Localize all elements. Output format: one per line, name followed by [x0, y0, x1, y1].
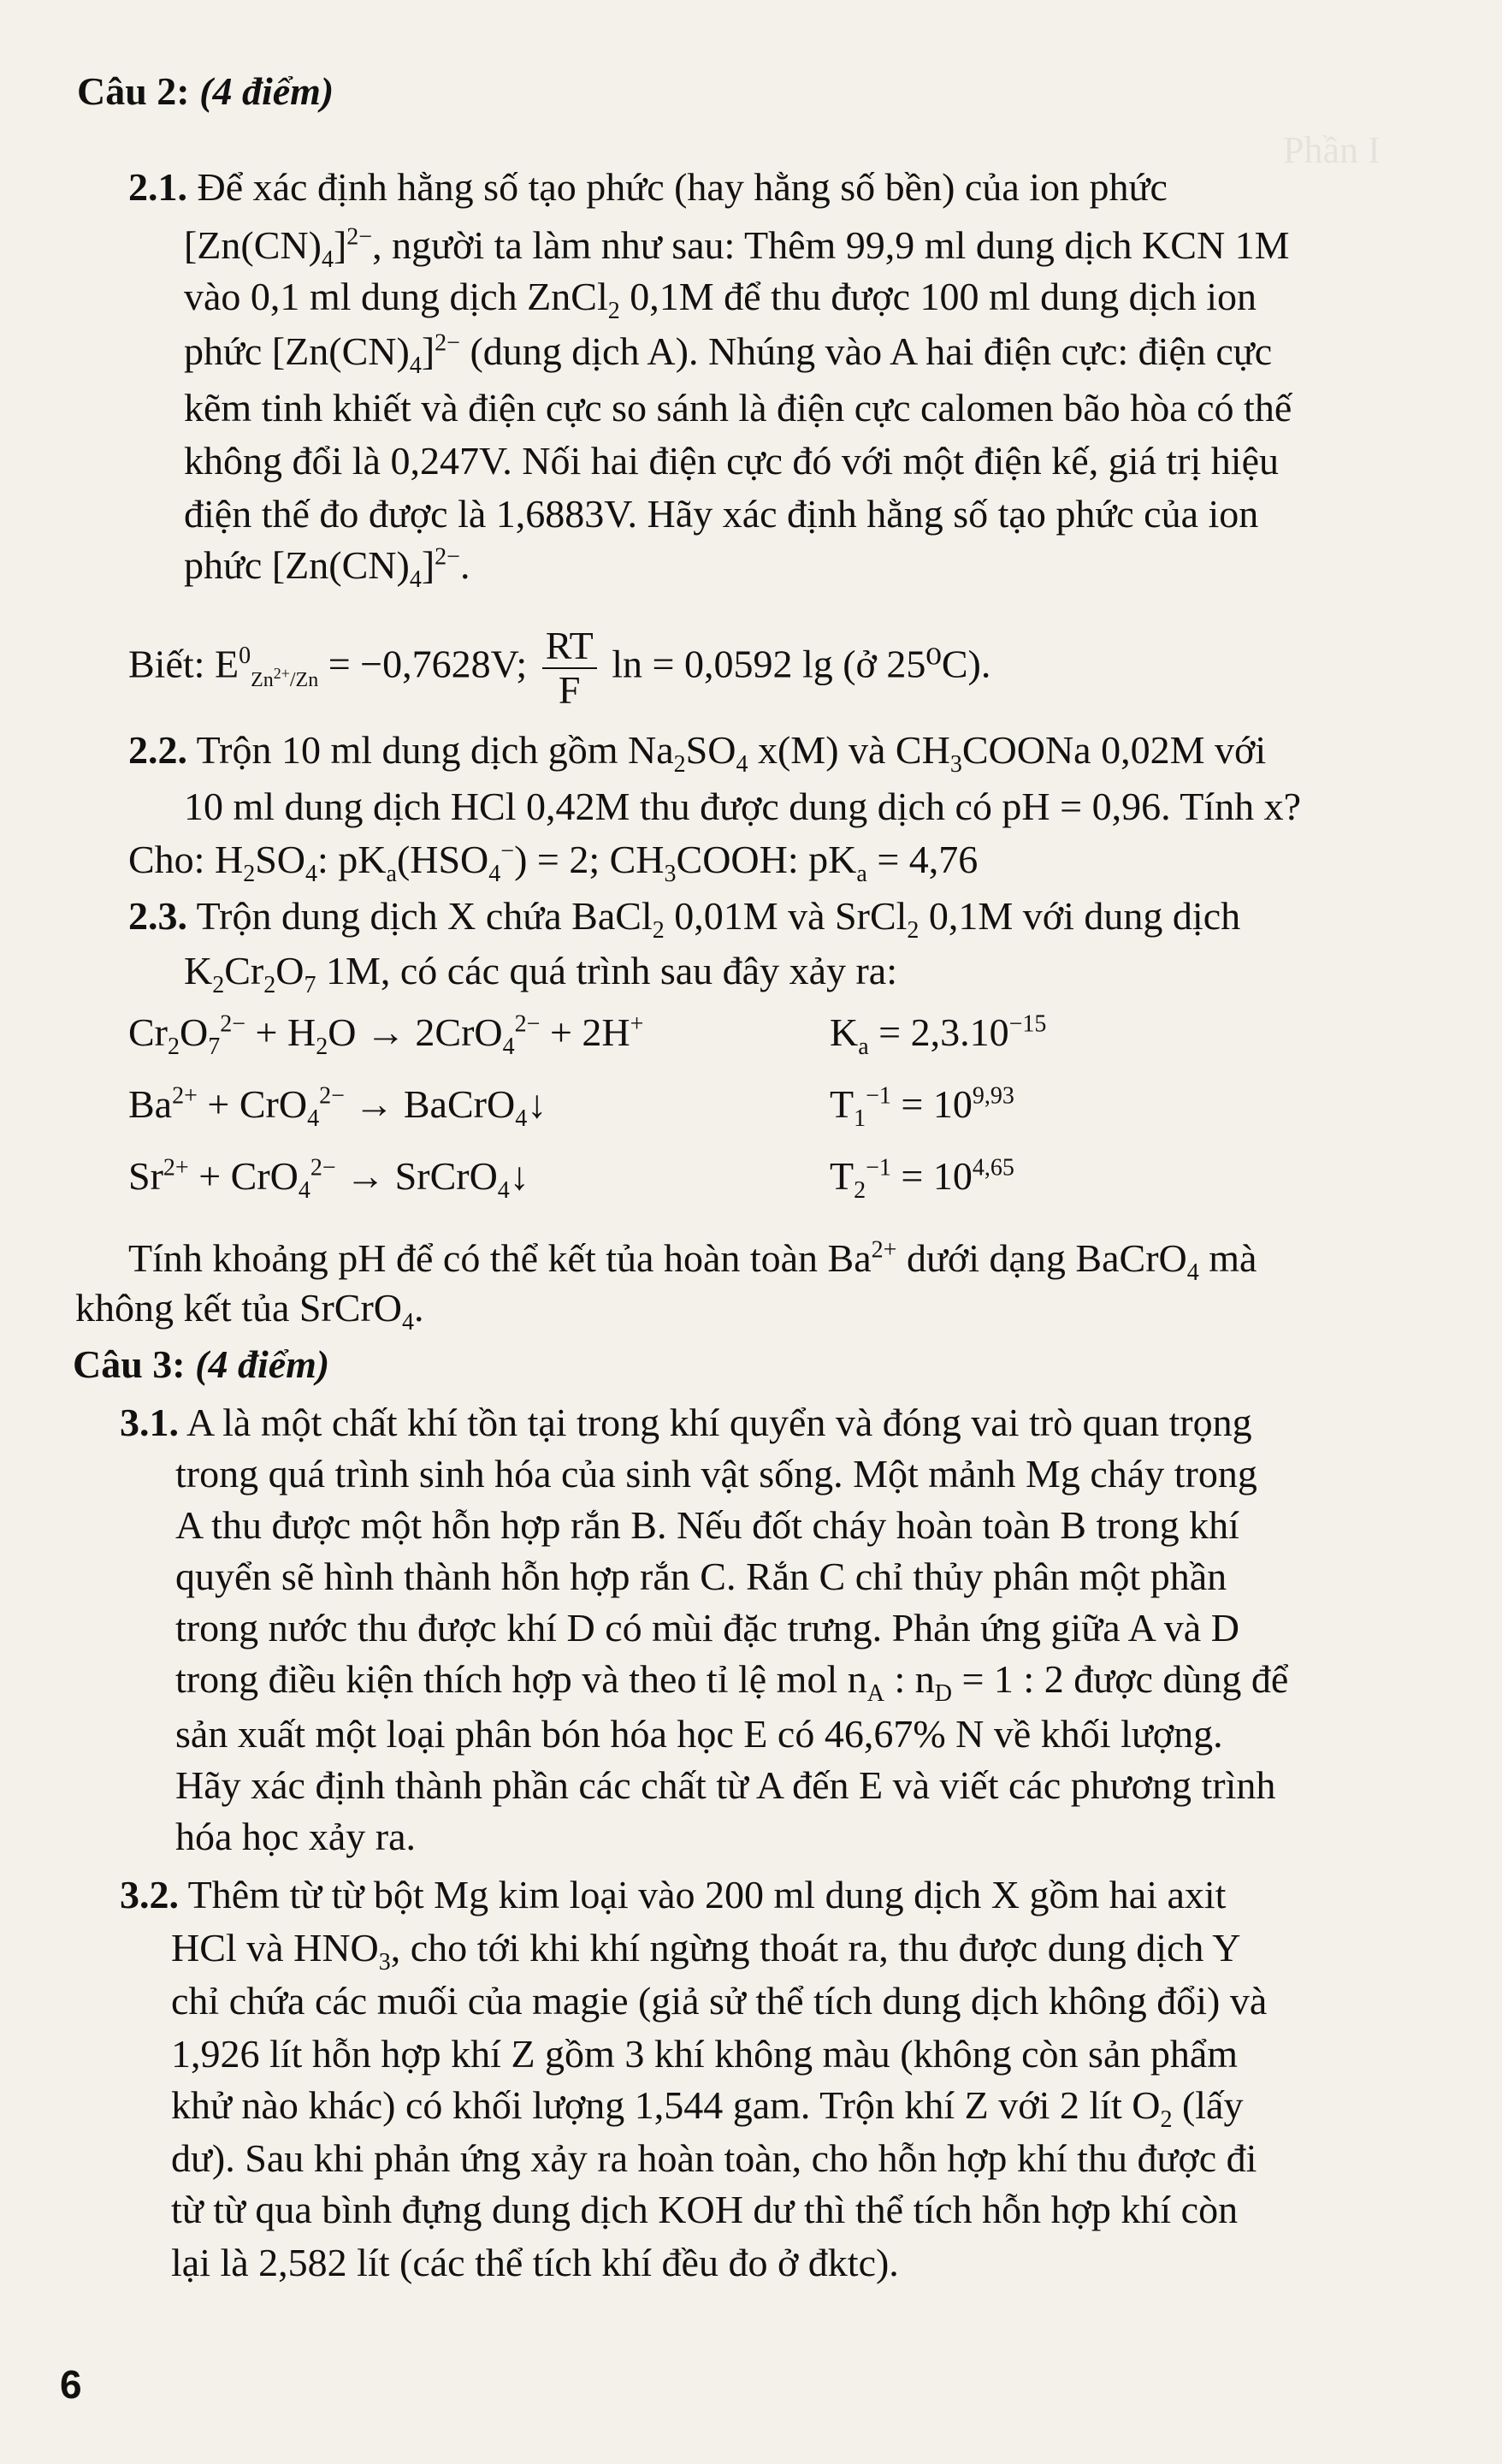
p22-line-1: 2.2. Trộn 10 ml dung dịch gồm $Na_2SO_4$ x(M) và $CH_3COONa$ 0,02M với	[128, 728, 1267, 779]
p21-line-4: phức $[Zn(CN)_4]^{2-}$ (dung dịch A). Nhúng vào A hai điện cực: điện cực	[184, 329, 1273, 380]
p31-text-3: A thu được một hỗn hợp rắn B. Nếu đốt cháy hoàn toàn B trong khí	[175, 1503, 1239, 1547]
q2-points: (4 điểm)	[199, 69, 334, 113]
p32-text-7: từ từ qua bình đựng dung dịch KOH dư thì thể tích hỗn hợp khí còn	[171, 2188, 1239, 2231]
given-label: Biết:	[128, 642, 205, 686]
given-rest: ln = 0,0592 lg (ở 25⁰C).	[612, 642, 991, 686]
fraction-numerator: RT	[542, 625, 597, 669]
p31-line-7	[175, 1709, 1223, 1759]
p21-line-7	[184, 489, 1258, 539]
p23-line-2: $K_2Cr_2O_7$ 1M, có các quá trình sau đây xảy ra:	[184, 949, 898, 999]
p32-text-3: chỉ chứa các muối của magie (giả sử thể tích dung dịch không đổi) và	[171, 1979, 1268, 2023]
p31-line-4	[175, 1552, 1227, 1602]
p23-number: 2.3.	[128, 894, 187, 938]
p32-text-1: Thêm từ từ bột Mg kim loại vào 200 ml dung dịch X gồm hai axit	[187, 1873, 1227, 1916]
p21-text-6: không đổi là 0,247V. Nối hai điện cực đó với một điện kế, giá trị hiệu	[184, 439, 1279, 483]
p32-line-1	[120, 1870, 1226, 1920]
p31-text-5: trong nước thu được khí D có mùi đặc trưng. Phản ứng giữa A và D	[175, 1606, 1239, 1650]
p21-line-1	[128, 163, 1463, 212]
p31-line-1	[120, 1398, 1252, 1448]
p31-line-6: trong điều kiện thích hợp và theo tỉ lệ mol $n_A$ : $n_D = 1$ : 2 được dùng để	[175, 1657, 1289, 1708]
p21-text-5: kẽm tinh khiết và điện cực so sánh là điện cực calomen bão hòa có thế	[184, 386, 1292, 429]
p31-line-8	[175, 1761, 1275, 1810]
q3-points: (4 điểm)	[195, 1342, 330, 1386]
reaction-2-constant: $T_1^{-1} = 10^{9,93}$	[830, 1082, 1014, 1133]
p31-text-9: hóa học xảy ra.	[175, 1815, 416, 1858]
p32-line-4	[171, 2029, 1238, 2079]
p23-line-1: 2.3. Trộn dung dịch X chứa BaCl$_2$ 0,01M và SrCl$_2$ 0,1M với dung dịch	[128, 894, 1241, 945]
p31-line-5	[175, 1603, 1239, 1653]
p31-number: 3.1.	[120, 1401, 179, 1444]
reaction-2: $Ba^{2+} + CrO_4^{2-}$ → BaCrO$_4$↓	[128, 1082, 547, 1133]
p32-line-6	[171, 2134, 1257, 2183]
given-e-value: = −0,7628V;	[328, 642, 528, 686]
p21-number: 2.1.	[128, 165, 187, 209]
p32-number: 3.2.	[120, 1873, 179, 1916]
q2-heading	[77, 67, 334, 116]
p22-text-2: 10 ml dung dịch HCl 0,42M thu được dung dịch có pH = 0,96. Tính x?	[184, 785, 1302, 828]
reaction-3-constant: $T_2^{-1} = 10^{4,65}$	[830, 1154, 1014, 1205]
p23-line-4: không kết tủa SrCrO$_4$.	[75, 1286, 424, 1336]
p32-text-8: lại là 2,582 lít (các thể tích khí đều đo ở đktc).	[171, 2241, 899, 2284]
p21-line-5	[184, 383, 1292, 433]
p23-line-3: Tính khoảng pH để có thể kết tủa hoàn toàn $Ba^{2+}$ dưới dạng BaCrO$_4$ mà	[128, 1236, 1257, 1287]
p31-text-2: trong quá trình sinh hóa của sinh vật sống. Một mảnh Mg cháy trong	[175, 1452, 1257, 1496]
p32-line-7	[171, 2185, 1238, 2235]
p31-text-8: Hãy xác định thành phần các chất từ A đến E và viết các phương trình	[175, 1763, 1276, 1807]
p31-text-7: sản xuất một loại phân bón hóa học E có 46,67% N về khối lượng.	[175, 1712, 1223, 1756]
p31-line-9	[175, 1812, 416, 1862]
p21-text-7: điện thế đo được là 1,6883V. Hãy xác định hằng số tạo phức của ion	[184, 492, 1259, 536]
p32-text-6: dư). Sau khi phản ứng xảy ra hoàn toàn, cho hỗn hợp khí thu được đi	[171, 2136, 1257, 2180]
p32-text-4: 1,926 lít hỗn hợp khí Z gồm 3 khí không màu (không còn sản phẩm	[171, 2032, 1239, 2076]
rt-over-f-fraction	[542, 625, 597, 712]
p32-line-8	[171, 2238, 899, 2288]
reaction-1: $Cr_2O_7^{2-} + H_2O \to 2CrO_4^{2-} + 2H^+$	[128, 1010, 644, 1061]
p31-line-3	[175, 1501, 1239, 1550]
q3-heading	[73, 1340, 329, 1389]
p21-line-6	[184, 436, 1279, 486]
p21-line-3: vào 0,1 ml dung dịch ZnCl$_2$ 0,1M để thu được 100 ml dung dịch ion	[184, 275, 1257, 325]
p32-line-2: HCl và $HNO_3$, cho tới khi khí ngừng thoát ra, thu được dung dịch Y	[171, 1926, 1241, 1976]
reaction-3: $Sr^{2+} + CrO_4^{2-}$ → SrCrO$_4$↓	[128, 1154, 529, 1205]
reaction-1-constant: $K_a = 2,3.10^{-15}$	[830, 1010, 1047, 1061]
given-formula: Biết: $E^0_{Zn^{2+}/Zn} = -0,7628V$; $\frac{RT}{F}$ ln = 0,0592 lg (ở 25⁰C).	[128, 624, 991, 712]
page-number: 6	[60, 2362, 82, 2407]
fraction-denominator: F	[558, 668, 581, 712]
p21-line-2: $[Zn(CN)_4]^{2-}$, người ta làm như sau: Thêm 99,9 ml dung dịch KCN 1M	[184, 223, 1290, 274]
q2-title: Câu 2:	[77, 69, 190, 113]
p21-line-8: phức $[Zn(CN)_4]^{2-}$.	[184, 543, 470, 594]
q3-title: Câu 3:	[73, 1342, 186, 1386]
p32-line-3	[171, 1976, 1267, 2026]
p22-line-2	[184, 782, 1301, 832]
p31-text-1: A là một chất khí tồn tại trong khí quyển và đóng vai trò quan trọng	[186, 1401, 1252, 1444]
p22-line-3: Cho: $H_2SO_4$: $pK_a(HSO_4^-) = 2$; $CH_3COOH$: $pK_a = 4,76$	[128, 838, 979, 888]
bleed-through-text: Phần I	[1283, 129, 1381, 171]
p31-text-4: quyển sẽ hình thành hỗn hợp rắn C. Rắn C chỉ thủy phân một phần	[175, 1555, 1227, 1598]
p31-line-2	[175, 1449, 1257, 1499]
p22-number: 2.2.	[128, 728, 187, 772]
p21-text-1: Để xác định hằng số tạo phức (hay hằng số bền) của ion phức	[197, 165, 1168, 209]
p32-line-5: khử nào khác) có khối lượng 1,544 gam. Trộn khí Z với 2 lít $O_2$ (lấy	[171, 2083, 1244, 2134]
